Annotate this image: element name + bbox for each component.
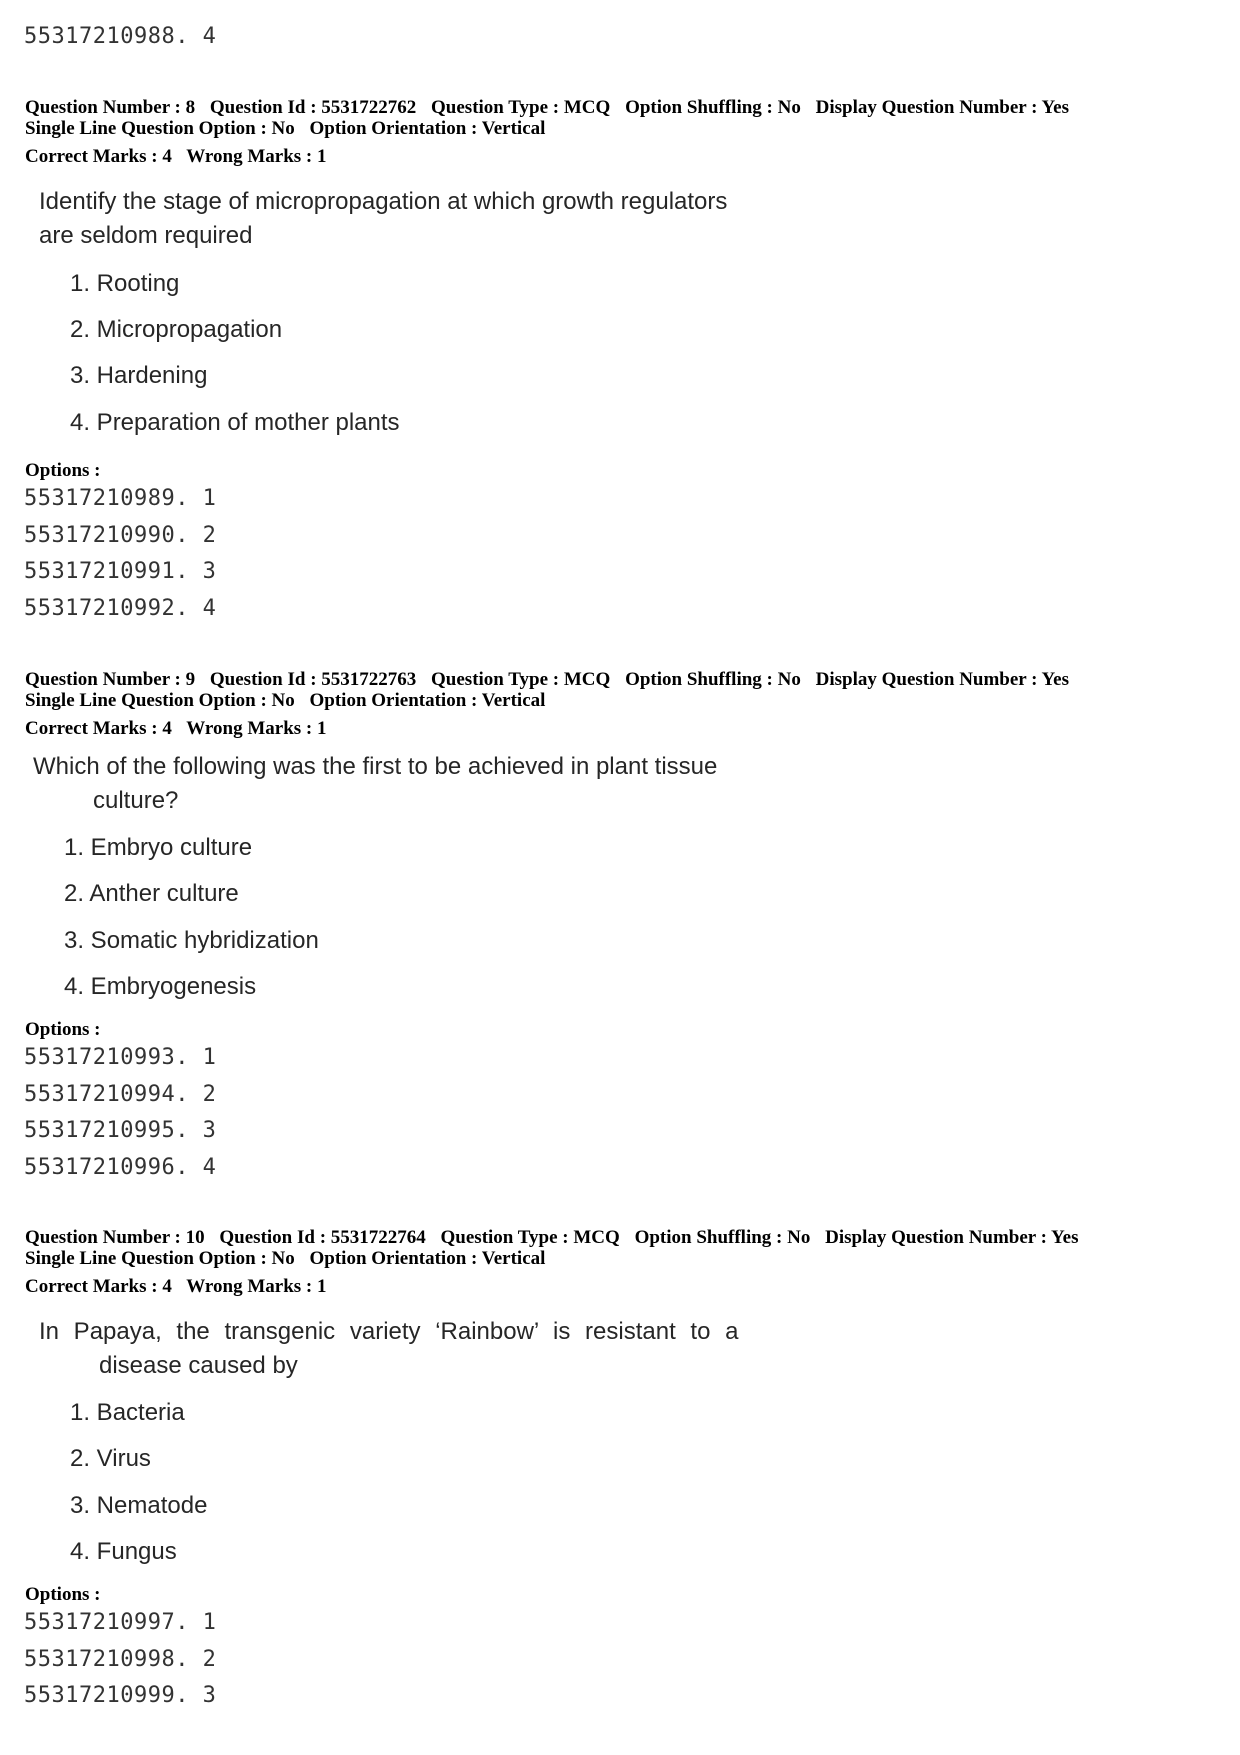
question-type: Question Type : MCQ bbox=[440, 1227, 620, 1248]
option-id: 55317210995. 3 bbox=[24, 1118, 217, 1143]
option-id: 55317210999. 3 bbox=[24, 1683, 217, 1708]
answer-choice: 4. Fungus bbox=[70, 1538, 177, 1565]
question-id: Question Id : 5531722764 bbox=[219, 1227, 426, 1248]
question-text-continued: disease caused by bbox=[99, 1352, 298, 1379]
question-meta-line1 bbox=[25, 97, 1069, 118]
question-text: Identify the stage of micropropagation at which growth regulators bbox=[39, 188, 728, 215]
single-line-option: Single Line Question Option : No bbox=[25, 1248, 295, 1269]
answer-choice: 3. Somatic hybridization bbox=[64, 927, 319, 954]
correct-marks: Correct Marks : 4 bbox=[25, 718, 172, 739]
option-orientation: Option Orientation : Vertical bbox=[309, 690, 546, 711]
answer-choice: 2. Anther culture bbox=[64, 880, 239, 907]
option-orientation: Option Orientation : Vertical bbox=[309, 1248, 546, 1269]
answer-choice: 4. Preparation of mother plants bbox=[70, 409, 400, 436]
answer-choice: 1. Bacteria bbox=[70, 1399, 185, 1426]
options-label: Options : bbox=[25, 1584, 101, 1605]
option-shuffling: Option Shuffling : No bbox=[634, 1227, 811, 1248]
option-id: 55317210992. 4 bbox=[24, 596, 217, 621]
correct-marks: Correct Marks : 4 bbox=[25, 146, 172, 167]
question-meta-line2 bbox=[25, 690, 545, 711]
answer-choice: 4. Embryogenesis bbox=[64, 973, 257, 1000]
option-id: 55317210994. 2 bbox=[24, 1082, 217, 1107]
question-text-continued: culture? bbox=[93, 787, 179, 814]
question-meta-line2 bbox=[25, 118, 545, 139]
question-text: In Papaya, the transgenic variety ‘Rainbow’ is resistant to a bbox=[39, 1318, 739, 1345]
single-line-option: Single Line Question Option : No bbox=[25, 690, 295, 711]
display-question-number: Display Question Number : Yes bbox=[815, 669, 1069, 690]
wrong-marks: Wrong Marks : 1 bbox=[186, 146, 327, 167]
option-orientation: Option Orientation : Vertical bbox=[309, 118, 546, 139]
marks-line bbox=[25, 146, 326, 167]
option-id: 55317210989. 1 bbox=[24, 486, 217, 511]
display-question-number: Display Question Number : Yes bbox=[825, 1227, 1079, 1248]
question-text: Which of the following was the first to be achieved in plant tissue bbox=[33, 753, 718, 780]
answer-choice: 2. Micropropagation bbox=[70, 316, 283, 343]
option-shuffling: Option Shuffling : No bbox=[625, 669, 801, 690]
option-id: 55317210993. 1 bbox=[24, 1045, 217, 1070]
correct-marks: Correct Marks : 4 bbox=[25, 1276, 172, 1297]
answer-choice: 3. Hardening bbox=[70, 362, 208, 389]
question-number: Question Number : 9 bbox=[25, 669, 196, 690]
option-id: 55317210997. 1 bbox=[24, 1610, 217, 1635]
marks-line bbox=[25, 718, 326, 739]
option-shuffling: Option Shuffling : No bbox=[625, 97, 801, 118]
wrong-marks: Wrong Marks : 1 bbox=[186, 1276, 327, 1297]
options-label: Options : bbox=[25, 1019, 101, 1040]
question-type: Question Type : MCQ bbox=[431, 669, 611, 690]
question-type: Question Type : MCQ bbox=[431, 97, 611, 118]
options-label: Options : bbox=[25, 460, 101, 481]
answer-choice: 3. Nematode bbox=[70, 1492, 208, 1519]
question-meta-line1 bbox=[25, 669, 1069, 690]
option-id: 55317210996. 4 bbox=[24, 1155, 217, 1180]
display-question-number: Display Question Number : Yes bbox=[815, 97, 1069, 118]
question-meta-line1 bbox=[25, 1227, 1078, 1248]
marks-line bbox=[25, 1276, 326, 1297]
wrong-marks: Wrong Marks : 1 bbox=[186, 718, 327, 739]
option-id: 55317210988. 4 bbox=[24, 24, 217, 49]
question-id: Question Id : 5531722763 bbox=[209, 669, 417, 690]
question-number: Question Number : 10 bbox=[25, 1227, 205, 1248]
answer-choice: 2. Virus bbox=[70, 1445, 151, 1472]
option-id: 55317210991. 3 bbox=[24, 559, 217, 584]
option-id: 55317210990. 2 bbox=[24, 523, 217, 548]
single-line-option: Single Line Question Option : No bbox=[25, 118, 295, 139]
question-meta-line2 bbox=[25, 1248, 545, 1269]
option-id: 55317210998. 2 bbox=[24, 1647, 217, 1672]
answer-choice: 1. Rooting bbox=[70, 270, 180, 297]
question-id: Question Id : 5531722762 bbox=[209, 97, 417, 118]
answer-choice: 1. Embryo culture bbox=[64, 834, 253, 861]
question-number: Question Number : 8 bbox=[25, 97, 196, 118]
question-text-continued: are seldom required bbox=[39, 222, 253, 249]
